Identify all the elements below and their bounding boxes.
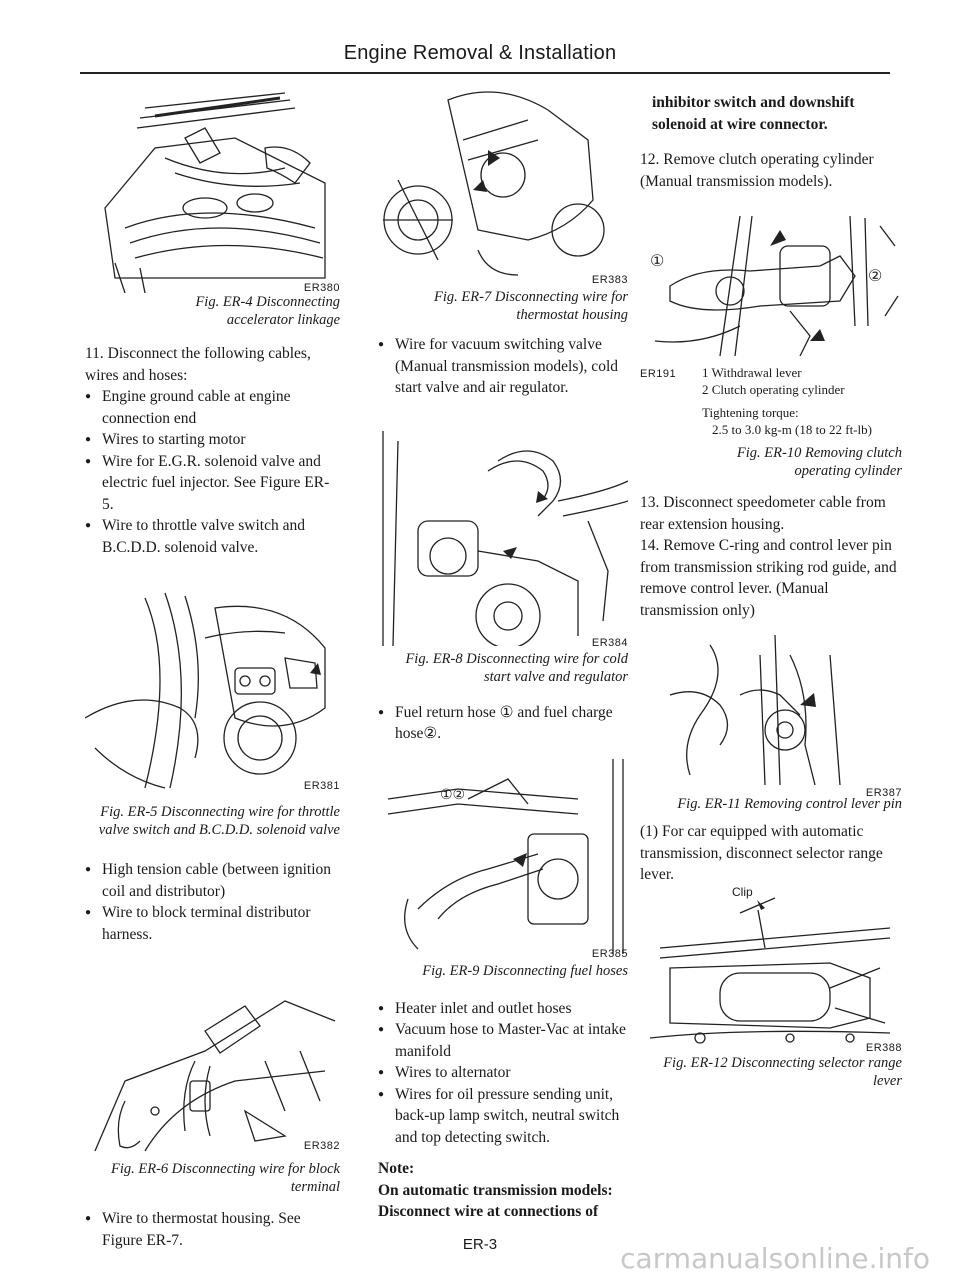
note-text: On automatic transmission models: Disconnect wire at connections of [378, 1181, 613, 1220]
step-13: 13. Disconnect speedometer cable from rear extension housing. [640, 494, 886, 533]
figure-er6 [85, 961, 340, 1156]
intro-text: inhibitor switch and downshift solenoid at wire connector. [652, 94, 855, 133]
selector-lever-illustration [640, 888, 902, 1050]
list-item: ● Wires to starting motor [85, 429, 340, 451]
figure-er5 [85, 588, 340, 793]
figure-caption: Fig. ER-12 Disconnecting selector range lever [663, 1054, 902, 1089]
watermark: carmanualsonline.info [620, 1242, 930, 1275]
list-item: ● High tension cable (between ignition coil and distributor) [85, 859, 340, 902]
figure-code: ER381 [303, 780, 340, 792]
callout-1: ① [650, 253, 665, 270]
page-title: Engine Removal & Installation [343, 42, 617, 64]
fuel-hoses-illustration [378, 759, 628, 954]
clip-label: Clip [732, 884, 753, 899]
figure-er10 [640, 206, 902, 356]
figure-caption: Fig. ER-9 Disconnecting fuel hoses [422, 962, 628, 979]
list-item: ● Wire for vacuum switching valve (Manual transmission models), cold start valve and air regulator. [378, 334, 628, 399]
figure-caption: Fig. ER-10 Removing clutch operating cylinder [736, 445, 902, 479]
figure-caption: Fig. ER-6 Disconnecting wire for block terminal [111, 1161, 340, 1195]
throttle-switch-illustration [85, 588, 340, 793]
torque-label: Tightening torque: [702, 405, 799, 420]
torque-value: 2.5 to 3.0 kg-m (18 to 22 ft-lb) [712, 422, 872, 437]
figure-er12 [640, 884, 902, 1054]
list-item: ● Wire to block terminal distributor harness. [85, 902, 340, 945]
list-item: ● Fuel return hose ① and fuel charge hose②. [378, 702, 628, 745]
figure-er4 [85, 88, 340, 293]
list-item: ● Engine ground cable at engine connection end [85, 386, 340, 429]
figure-code: ER384 [591, 636, 628, 649]
list-item: ● Wire to thermostat housing. See Figure ER-7. [85, 1208, 340, 1251]
legend-item: 1 Withdrawal lever [702, 365, 802, 380]
step-1: (1) For car equipped with automatic transmission, disconnect selector range lever. [640, 823, 883, 883]
list-item: ● Wires to alternator [378, 1062, 628, 1084]
cable-list [85, 386, 340, 558]
callout-2: ② [868, 268, 883, 285]
figure-code: ER388 [865, 1041, 902, 1054]
figure-er8 [378, 421, 628, 649]
column-right [640, 92, 902, 1090]
svg-text:①②: ①② [440, 787, 466, 803]
figure-caption: Fig. ER-11 Removing control lever pin [677, 796, 902, 812]
list-item: ● Vacuum hose to Master-Vac at intake manifold [378, 1019, 628, 1062]
figure-er7 [378, 80, 628, 286]
cable-list [85, 859, 340, 945]
figure-legend [640, 364, 902, 398]
figure-code: ER191 [640, 368, 677, 380]
step-12: 12. Remove clutch operating cylinder (Manual transmission models). [640, 151, 874, 190]
figure-caption: Fig. ER-7 Disconnecting wire for thermostat housing [434, 289, 628, 323]
figure-code: ER385 [591, 947, 628, 960]
list-item: ● Wires for oil pressure sending unit, back-up lamp switch, neutral switch and top detecting switch. [378, 1084, 628, 1149]
note-label: Note: [378, 1160, 415, 1177]
figure-er11 [640, 635, 902, 799]
block-terminal-illustration [85, 961, 340, 1156]
cold-start-valve-illustration [378, 421, 628, 646]
legend-list [702, 364, 845, 398]
step-11: 11. Disconnect the following cables, wires and hoses: [85, 345, 311, 384]
header-rule [80, 72, 890, 74]
list-item: ● Heater inlet and outlet hoses [378, 998, 628, 1020]
list-item: ● Wire for E.G.R. solenoid valve and electric fuel injector. See Figure ER-5. [85, 451, 340, 516]
step-14: 14. Remove C-ring and control lever pin from transmission striking rod guide, and remove control lever. (Manual transmission only) [640, 537, 897, 619]
thermostat-housing-illustration [378, 80, 628, 280]
column-left [85, 88, 340, 1251]
column-middle [378, 80, 628, 1223]
figure-er9 [378, 759, 628, 960]
figure-code: ER382 [303, 1140, 340, 1152]
clutch-cylinder-illustration [640, 206, 902, 356]
legend-item: 2 Clutch operating cylinder [702, 382, 845, 397]
control-lever-illustration [640, 635, 902, 795]
accelerator-linkage-illustration [85, 88, 340, 293]
wire-list [378, 334, 628, 399]
figure-code: ER387 [865, 787, 902, 799]
list-item: ● Wire to throttle valve switch and B.C.D.D. solenoid valve. [85, 515, 340, 558]
figure-caption: Fig. ER-5 Disconnecting wire for throttle valve switch and B.C.D.D. solenoid valve [98, 804, 340, 838]
figure-caption: Fig. ER-4 Disconnecting accelerator linkage [195, 294, 340, 328]
figure-code: ER383 [591, 274, 628, 286]
hose-list [378, 702, 628, 745]
figure-caption: Fig. ER-8 Disconnecting wire for cold start valve and regulator [405, 650, 628, 685]
hose-list [378, 998, 628, 1149]
figure-code: ER380 [303, 282, 340, 294]
page-number: ER-3 [462, 1236, 498, 1253]
